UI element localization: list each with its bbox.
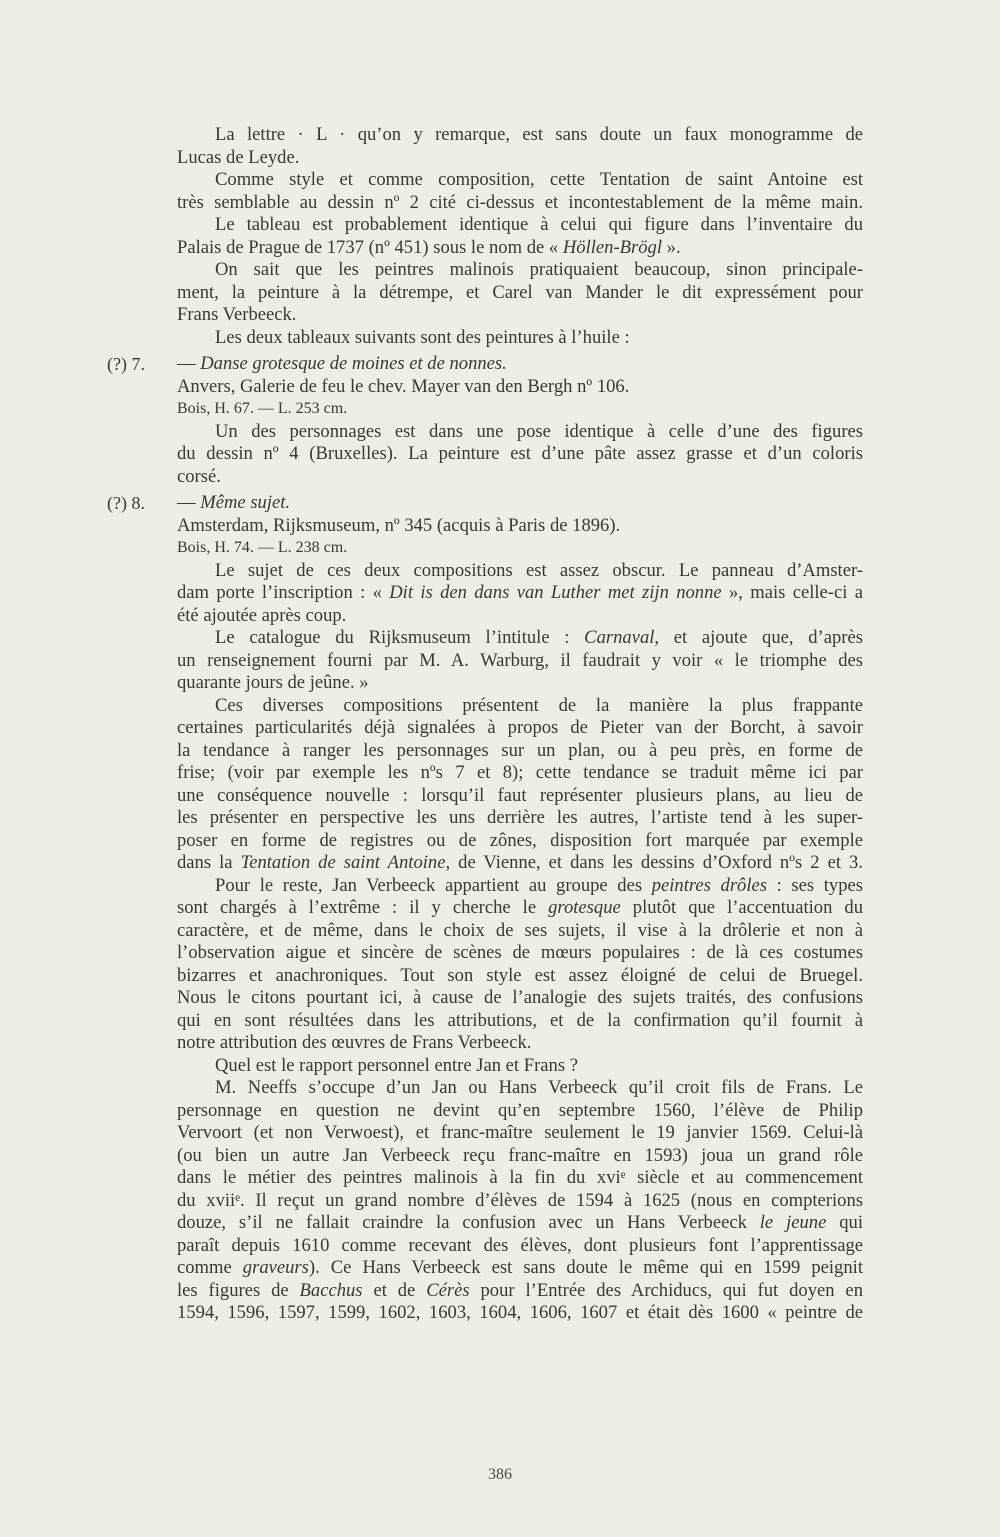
text-line: [177, 762, 863, 785]
text-run: Les deux tableaux suivants sont des peintures à l’huile :: [215, 326, 630, 348]
text-line: [177, 785, 863, 808]
text-line: [177, 327, 863, 350]
italic-text: Carnaval,: [584, 627, 660, 648]
italic-text: Bacchus: [299, 1279, 363, 1301]
text-line: [177, 650, 863, 673]
text-run: caractère, et de même, dans le choix de ses sujets, il vise à la drôlerie et non à: [177, 919, 863, 941]
text-run: poser en forme de registres ou de zônes, disposition fort marquée par exemple: [177, 829, 863, 851]
text-line: [177, 124, 863, 147]
text-run: —: [177, 492, 201, 513]
text-run: Frans Verbeeck.: [177, 304, 297, 325]
text-run: », mais celle-ci a: [721, 582, 863, 603]
text-line: [177, 466, 863, 489]
text-line: [177, 582, 863, 605]
italic-text: Dit is den dans van Luther met zijn nonne: [389, 582, 722, 603]
text-run: la tendance à ranger les personnages sur un plan, ou à peu près, en forme de: [177, 739, 863, 761]
text-run: dam porte l’inscription : «: [177, 582, 390, 603]
text-run: : ses types: [767, 874, 863, 896]
text-run: Nous le citons pourtant ici, à cause de l’analogie des sujets traités, des confusions: [177, 987, 863, 1008]
text-line: [177, 897, 863, 920]
text-run: (ou bien un autre Jan Verbeeck reçu franc-maître en 1593) joua un grand rôle: [177, 1144, 863, 1166]
text-run: Le sujet de ces deux compositions est assez obscur. Le panneau d’Amster-: [215, 559, 863, 581]
text-run: corsé.: [177, 465, 221, 487]
text-run: très semblable au dessin nº 2 cité ci-dessus et incontestablement de la même main.: [177, 191, 863, 213]
text-line: [177, 1280, 863, 1303]
text-line: [177, 717, 863, 740]
text-line: [177, 259, 863, 282]
text-line: [177, 987, 863, 1010]
text-line: [177, 537, 863, 560]
text-line: [177, 605, 863, 628]
text-line: [177, 1167, 863, 1190]
text-line: [177, 443, 863, 466]
text-run: et de: [362, 1279, 427, 1301]
text-run: Palais de Prague de 1737 (nº 451) sous le nom de «: [177, 236, 563, 258]
italic-text: Danse grotesque de moines et de nonnes.: [200, 353, 507, 374]
italic-text: graveurs: [242, 1257, 309, 1278]
entry-number: (?) 7.: [107, 354, 145, 374]
text-line: [177, 1122, 863, 1145]
text-line: [177, 515, 863, 538]
text-run: personnage en question ne devint qu’en septembre 1560, l’élève de Philip: [177, 1099, 863, 1121]
text-line: [177, 282, 863, 305]
text-run: comme: [177, 1257, 243, 1278]
text-run: bizarres et anachroniques. Tout son style est assez éloigné de celui de Bruegel.: [177, 964, 863, 986]
text-run: et ajoute que, d’après: [659, 627, 863, 648]
text-run: Bois, H. 67. — L. 253 cm.: [177, 400, 348, 417]
text-run: Un des personnages est dans une pose identique à celle d’une des figures: [215, 420, 863, 442]
text-run: Le tableau est probablement identique à celui qui figure dans l’inventaire du: [215, 214, 863, 235]
text-line: [177, 237, 863, 260]
text-run: qui: [826, 1212, 863, 1233]
text-line: [177, 398, 863, 421]
text-line: [177, 421, 863, 444]
text-run: —: [177, 353, 201, 374]
text-run: les présenter en perspective les uns derrière les autres, l’artiste tend à les super-: [177, 807, 863, 828]
text-run: Pour le reste, Jan Verbeeck appartient au groupe des: [215, 874, 652, 896]
text-run: notre attribution des œuvres de Frans Verbeeck.: [177, 1032, 532, 1053]
text-run: l’observation aigue et sincère de scènes de mœurs populaires : de là ces costumes: [177, 942, 863, 963]
italic-text: grotesque: [548, 897, 621, 918]
italic-text: Même sujet.: [200, 492, 291, 513]
text-run: Ces diverses compositions présentent de la manière la plus frappante: [215, 694, 863, 716]
text-run: dans le métier des peintres malinois à la fin du xviᵉ siècle et au commencement: [177, 1167, 863, 1188]
text-line: [107, 492, 863, 515]
text-run: Le catalogue du Rijksmuseum l’intitule :: [215, 627, 585, 648]
text-run: de Vienne, et dans les dessins d’Oxford nºs 2 et 3.: [450, 852, 863, 873]
text-run: du dessin nº 4 (Bruxelles). La peinture est d’une pâte assez grasse et d’un coloris: [177, 443, 863, 464]
text-run: 1594, 1596, 1597, 1599, 1602, 1603, 1604, 1606, 1607 et était dès 1600 « peintre de: [177, 1302, 863, 1323]
text-line: [177, 214, 863, 237]
text-line: [177, 942, 863, 965]
text-run: pour l’Entrée des Archiducs, qui fut doyen en: [469, 1279, 863, 1301]
text-line: [177, 1190, 863, 1213]
text-line: [177, 672, 863, 695]
text-run: du xviiᵉ. Il reçut un grand nombre d’élèves de 1594 à 1625 (nous en compterions: [177, 1189, 863, 1211]
text-line: [177, 875, 863, 898]
text-run: qui en sont résultées dans les attributions, et de la confirmation qu’il fournit à: [177, 1009, 863, 1031]
text-line: [177, 192, 863, 215]
text-run: une conséquence nouvelle : lorsqu’il faut représenter plusieurs plans, au lieu de: [177, 784, 863, 806]
text-line: [177, 1257, 863, 1280]
text-line: [177, 920, 863, 943]
text-line: [177, 147, 863, 170]
text-run: ».: [662, 236, 681, 258]
page-number: 386: [488, 1466, 512, 1483]
text-line: [177, 1077, 863, 1100]
italic-text: Tentation de saint Antoine,: [240, 852, 451, 873]
text-run: Amsterdam, Rijksmuseum, nº 345 (acquis à Paris de 1896).: [177, 514, 621, 536]
text-line: [177, 1055, 863, 1078]
text-line: [107, 353, 863, 376]
italic-text: Höllen-Brögl: [562, 236, 662, 258]
text-line: [177, 695, 863, 718]
text-line: [177, 740, 863, 763]
text-line: [177, 169, 863, 192]
text-run: ment, la peinture à la détrempe, et Carel van Mander le dit expressément pour: [177, 281, 863, 303]
text-line: [177, 1302, 863, 1325]
text-line: [177, 1212, 863, 1235]
text-run: Quel est le rapport personnel entre Jan et Frans ?: [215, 1054, 578, 1076]
text-run: Anvers, Galerie de feu le chev. Mayer van den Bergh nº 106.: [177, 375, 630, 397]
text-run: dans la: [177, 852, 241, 873]
text-run: Lucas de Leyde.: [177, 146, 300, 168]
text-line: [177, 627, 863, 650]
text-run: certaines particularités déjà signalées à propos de Pieter van der Borcht, à savoir: [177, 717, 863, 738]
text-line: [177, 807, 863, 830]
text-run: un renseignement fourni par M. A. Warburg, il faudrait y voir « le triomphe des: [177, 649, 863, 671]
italic-text: peintres drôles: [651, 874, 768, 896]
text-line: [177, 1100, 863, 1123]
text-run: paraît depuis 1610 comme recevant des élèves, dont plusieurs font l’apprentissage: [177, 1234, 863, 1256]
text-line: [177, 1010, 863, 1033]
text-run: douze, s’il ne fallait craindre la confusion avec un Hans Verbeeck: [177, 1212, 760, 1233]
text-run: sont chargés à l’extrême : il y cherche le: [177, 897, 549, 918]
text-run: Comme style et comme composition, cette Tentation de saint Antoine est: [215, 169, 863, 190]
text-line: [177, 830, 863, 853]
italic-text: le jeune: [759, 1212, 827, 1233]
body-text: [107, 124, 863, 1325]
text-run: ). Ce Hans Verbeeck est sans doute le même qui en 1599 peignit: [308, 1257, 863, 1278]
text-run: Bois, H. 74. — L. 238 cm.: [177, 539, 348, 556]
text-run: les figures de: [177, 1279, 300, 1301]
italic-text: Cérès: [426, 1279, 470, 1301]
text-run: plutôt que l’accentuation du: [620, 897, 863, 918]
text-line: [177, 376, 863, 399]
text-line: [177, 852, 863, 875]
text-line: [177, 560, 863, 583]
text-line: [177, 965, 863, 988]
entry-number: (?) 8.: [107, 493, 145, 513]
text-line: [177, 304, 863, 327]
text-run: M. Neeffs s’occupe d’un Jan ou Hans Verbeeck qu’il croit fils de Frans. Le: [215, 1077, 863, 1098]
text-run: quarante jours de jeûne. »: [177, 672, 369, 693]
text-line: [177, 1235, 863, 1258]
text-run: été ajoutée après coup.: [177, 604, 347, 626]
text-run: Vervoort (et non Verwoest), et franc-maître seulement le 19 janvier 1569. Celui-là: [177, 1122, 863, 1143]
text-run: La lettre · L · qu’on y remarque, est sans doute un faux monogramme de: [215, 124, 863, 145]
text-line: [177, 1145, 863, 1168]
text-line: [177, 1032, 863, 1055]
text-run: On sait que les peintres malinois pratiquaient beaucoup, sinon principale-: [215, 259, 863, 280]
text-run: frise; (voir par exemple les nºs 7 et 8); cette tendance se traduit même ici par: [177, 762, 863, 783]
